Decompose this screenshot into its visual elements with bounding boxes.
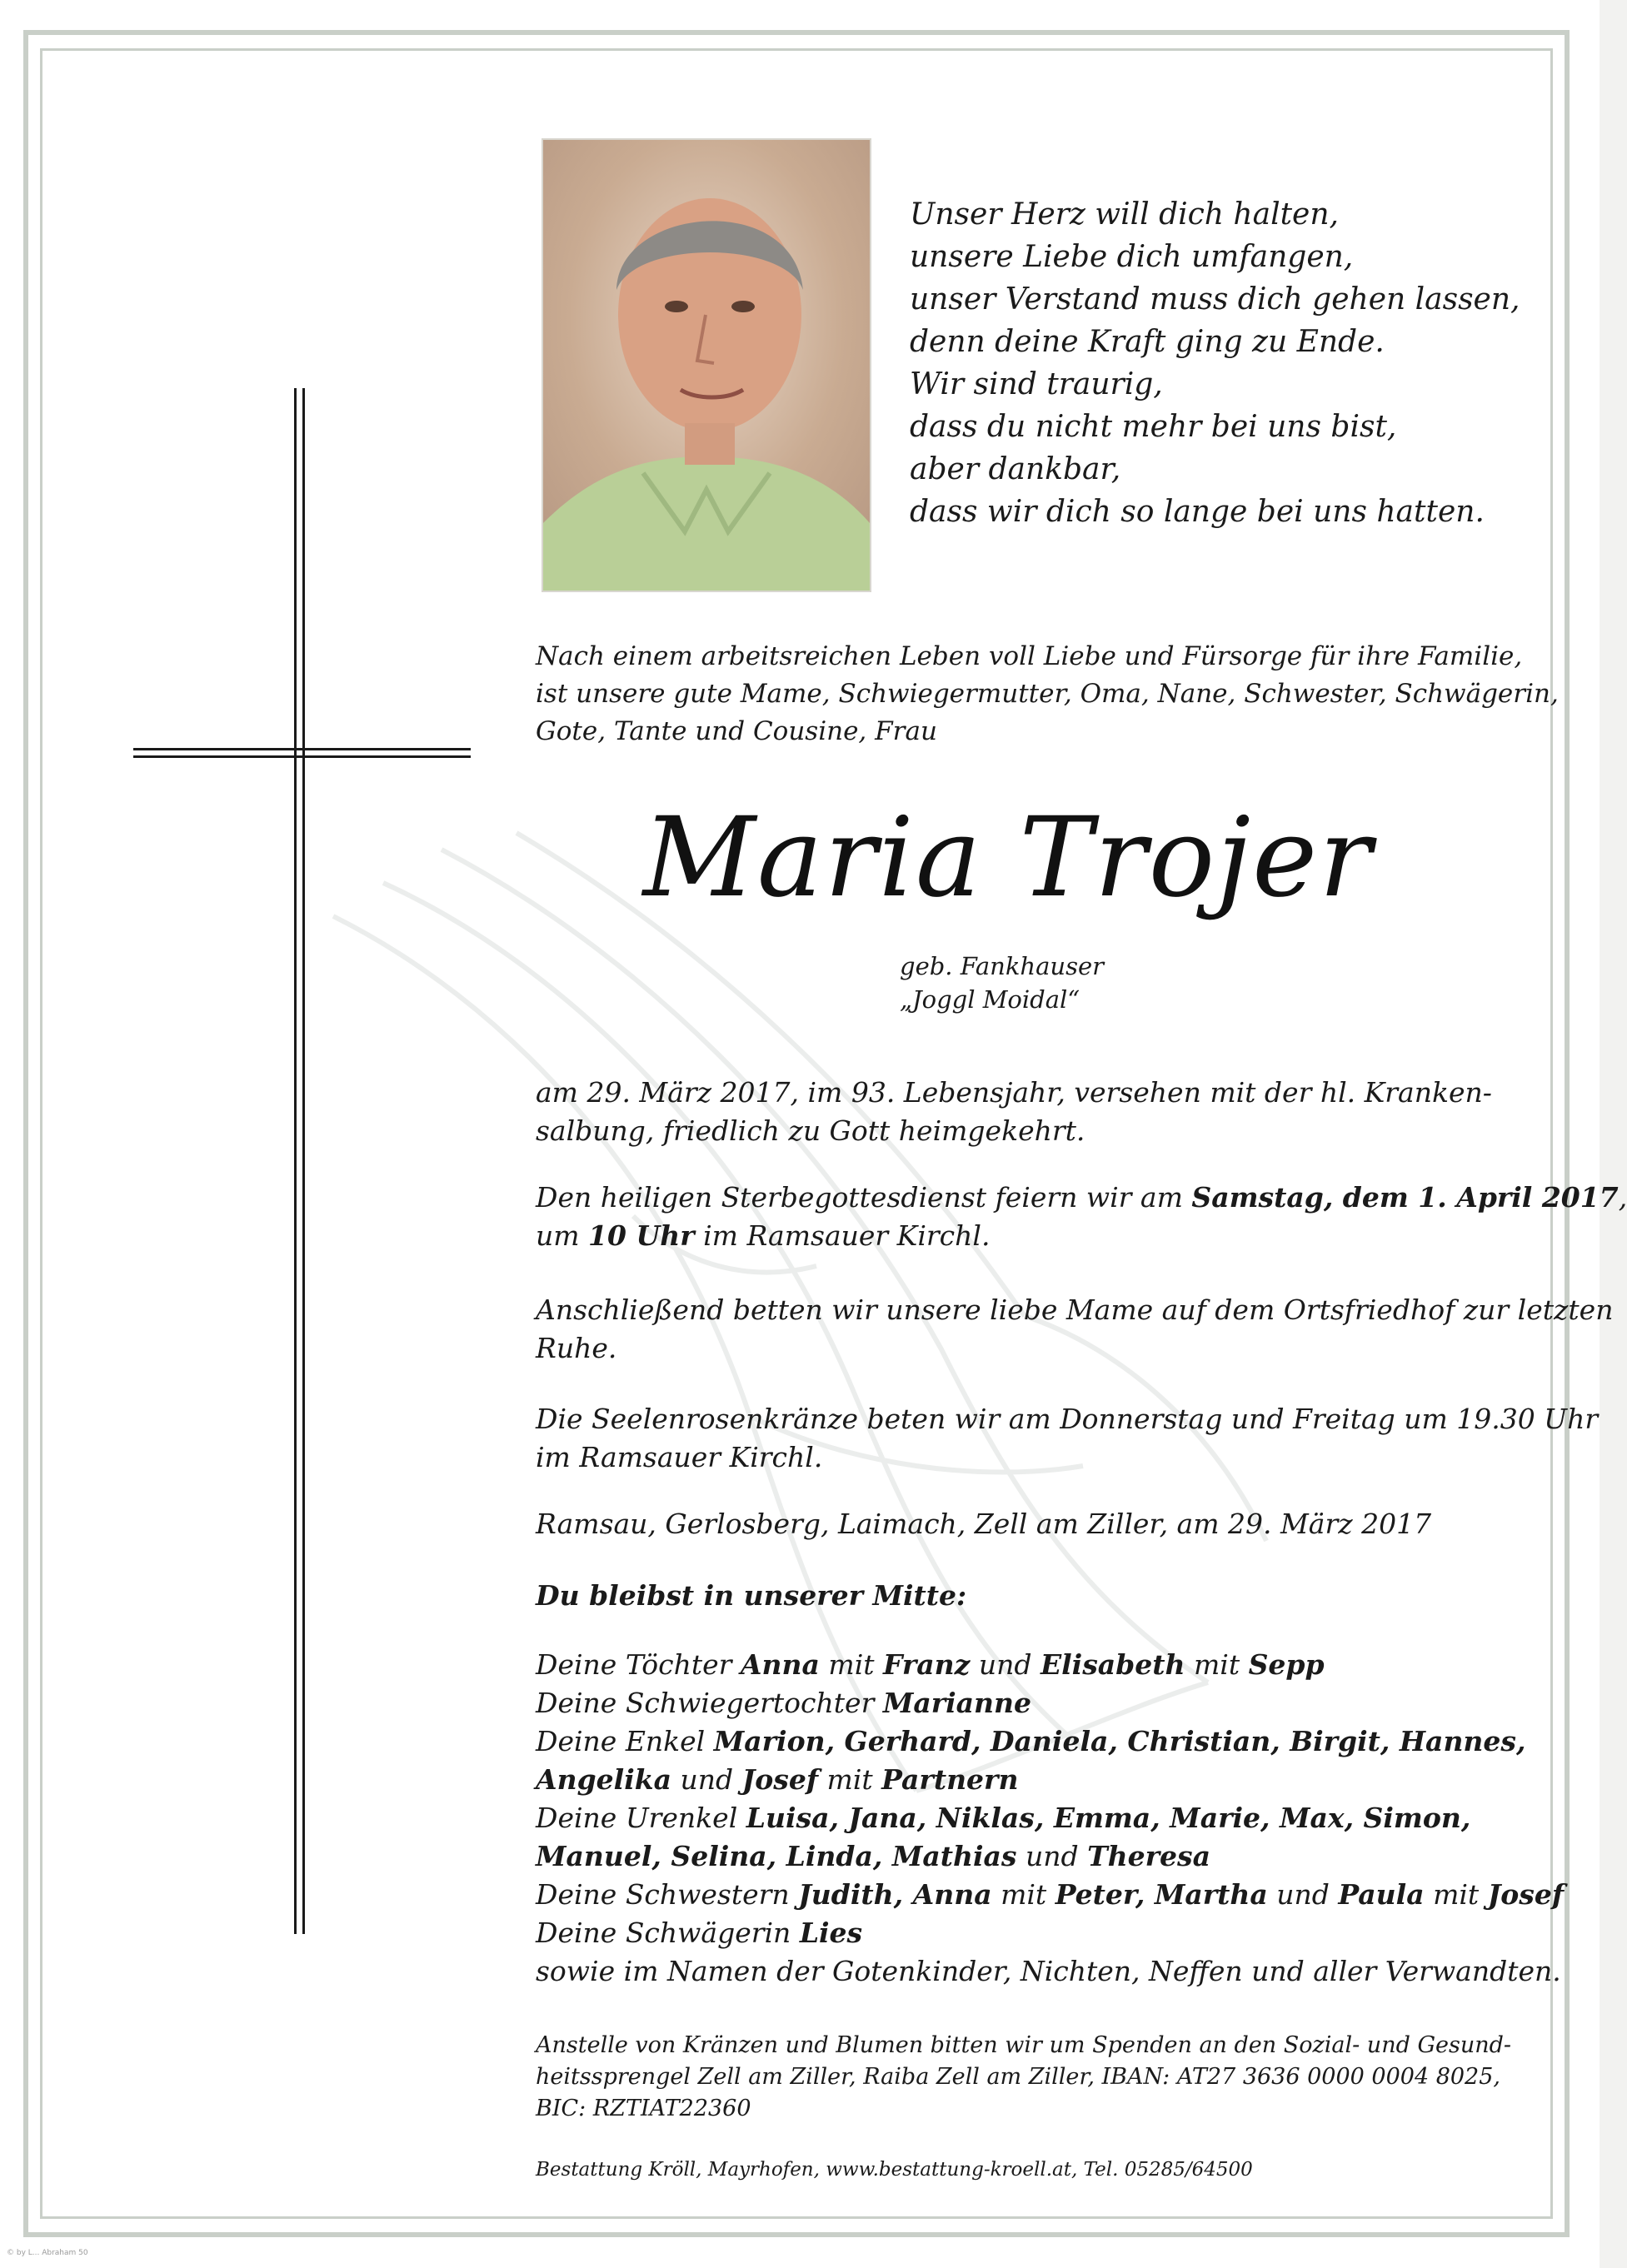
family-member: Sepp bbox=[1248, 1648, 1325, 1681]
poem-line: Wir sind traurig, bbox=[910, 367, 1163, 401]
family-label: Deine Schwiegertochter bbox=[536, 1687, 883, 1719]
cross-horizontal-line-top bbox=[133, 748, 471, 750]
family-label: und bbox=[671, 1763, 742, 1796]
mass-text: im Ramsauer Kirchl. bbox=[694, 1219, 991, 1252]
mass-text: , bbox=[1618, 1181, 1627, 1214]
family-member: Peter, Martha bbox=[1055, 1878, 1268, 1911]
birth-name-block bbox=[900, 950, 1150, 1016]
family-daughters bbox=[536, 1646, 1460, 1684]
family-label: mit bbox=[819, 1648, 883, 1681]
poem-line: unser Verstand muss dich gehen lassen, bbox=[910, 282, 1520, 317]
poem-line: dass du nicht mehr bei uns bist, bbox=[910, 410, 1397, 444]
family-member: Angelika bbox=[536, 1763, 671, 1796]
poem-line: unsere Liebe dich umfangen, bbox=[910, 240, 1354, 274]
poem-line: aber dankbar, bbox=[910, 452, 1121, 486]
family-heading: Du bleibst in unserer Mitte: bbox=[536, 1579, 967, 1612]
family-member: Elisabeth bbox=[1040, 1648, 1185, 1681]
family-grandchildren bbox=[536, 1722, 1526, 1761]
cross-vertical-line-right bbox=[302, 388, 305, 1934]
nickname: „Joggl Moidal“ bbox=[900, 985, 1081, 1014]
family-sisters bbox=[536, 1876, 1565, 1914]
family-label: und bbox=[1016, 1840, 1088, 1872]
mass-line-1 bbox=[536, 1179, 1627, 1217]
family-member: Luisa, Jana, Niklas, Emma, Marie, Max, Simon, bbox=[746, 1802, 1471, 1834]
corner-copyright: © by L... Abraham 50 bbox=[7, 2249, 88, 2257]
donation-line: BIC: RZTIAT22360 bbox=[536, 2096, 751, 2121]
family-member: Lies bbox=[799, 1917, 863, 1949]
family-great-grandchildren bbox=[536, 1799, 1471, 1837]
family-label: Deine Urenkel bbox=[536, 1802, 746, 1834]
family-label: Deine Schwägerin bbox=[536, 1917, 800, 1949]
mass-text: um bbox=[536, 1219, 589, 1252]
family-label: mit bbox=[818, 1763, 882, 1796]
cross-horizontal-line-bottom bbox=[133, 755, 471, 758]
family-label: Deine Enkel bbox=[536, 1725, 714, 1757]
death-line: am 29. März 2017, im 93. Lebensjahr, versehen mit der hl. Kranken- bbox=[536, 1076, 1492, 1109]
family-member: Anna bbox=[740, 1648, 820, 1681]
intro-paragraph bbox=[536, 638, 1559, 750]
rosary-line: Die Seelenrosenkränze beten wir am Donnerstag und Freitag um 19.30 Uhr bbox=[536, 1403, 1599, 1435]
family-grandchildren-cont bbox=[536, 1761, 1460, 1799]
mass-paragraph bbox=[536, 1179, 1627, 1255]
family-member: Marianne bbox=[882, 1687, 1032, 1719]
family-closing: sowie im Namen der Gotenkinder, Nichten, Neffen und aller Verwandten. bbox=[536, 1955, 1561, 1987]
family-label: und bbox=[1267, 1878, 1339, 1911]
donation-line: Anstelle von Kränzen und Blumen bitten wir um Spenden an den Sozial- und Gesund- bbox=[536, 2032, 1512, 2058]
mass-text: Den heiligen Sterbegottesdienst feiern wir am bbox=[536, 1181, 1192, 1214]
rosary-line: im Ramsauer Kirchl. bbox=[536, 1441, 823, 1473]
intro-line: ist unsere gute Mame, Schwiegermutter, Oma, Nane, Schwester, Schwägerin, bbox=[536, 679, 1559, 709]
death-line: salbung, friedlich zu Gott heimgekehrt. bbox=[536, 1114, 1085, 1147]
family-member: Manuel, Selina, Linda, Mathias bbox=[536, 1840, 1017, 1872]
family-member: Franz bbox=[883, 1648, 971, 1681]
memorial-poem bbox=[910, 193, 1520, 533]
family-daughter-in-law bbox=[536, 1684, 1460, 1722]
donation-line: heitssprengel Zell am Ziller, Raiba Zell am Ziller, IBAN: AT27 3636 0000 0004 8025, bbox=[536, 2064, 1500, 2090]
family-great-grandchildren-cont bbox=[536, 1837, 1460, 1876]
portrait-illustration bbox=[543, 140, 870, 591]
family-label: mit bbox=[1424, 1878, 1488, 1911]
burial-paragraph bbox=[536, 1291, 1614, 1368]
family-member: Paula bbox=[1338, 1878, 1425, 1911]
mass-line-2 bbox=[536, 1217, 1460, 1255]
family-label: mit bbox=[991, 1878, 1056, 1911]
rosary-paragraph bbox=[536, 1400, 1599, 1477]
family-list bbox=[536, 1646, 1565, 1991]
family-member: Judith, Anna bbox=[798, 1878, 992, 1911]
cross-vertical-line-left bbox=[294, 388, 297, 1934]
intro-line: Nach einem arbeitsreichen Leben voll Liebe und Fürsorge für ihre Familie, bbox=[536, 641, 1523, 671]
family-member: Marion, Gerhard, Daniela, Christian, Birgit, Hannes, bbox=[713, 1725, 1526, 1757]
family-label: mit bbox=[1185, 1648, 1249, 1681]
burial-line: Ruhe. bbox=[536, 1332, 617, 1364]
funeral-home-footer: Bestattung Kröll, Mayrhofen, www.bestattung-kroell.at, Tel. 05285/64500 bbox=[536, 2159, 1253, 2181]
poem-line: denn deine Kraft ging zu Ende. bbox=[910, 325, 1385, 359]
family-member: Josef bbox=[741, 1763, 819, 1796]
family-member: Josef bbox=[1487, 1878, 1565, 1911]
deceased-name: Maria Trojer bbox=[642, 794, 1374, 922]
portrait-photo bbox=[542, 138, 871, 592]
mass-time: 10 Uhr bbox=[588, 1219, 695, 1252]
family-label: und bbox=[970, 1648, 1041, 1681]
place-date: Ramsau, Gerlosberg, Laimach, Zell am Ziller, am 29. März 2017 bbox=[536, 1508, 1432, 1540]
family-sister-in-law bbox=[536, 1914, 1460, 1952]
poem-line: dass wir dich so lange bei uns hatten. bbox=[910, 495, 1485, 529]
poem-line: Unser Herz will dich halten, bbox=[910, 197, 1339, 232]
family-member: Partnern bbox=[881, 1763, 1019, 1796]
family-label: Deine Töchter bbox=[536, 1648, 741, 1681]
mass-date: Samstag, dem 1. April 2017 bbox=[1191, 1181, 1619, 1214]
intro-line: Gote, Tante und Cousine, Frau bbox=[536, 716, 937, 746]
donation-note bbox=[536, 2030, 1512, 2125]
birth-name: geb. Fankhauser bbox=[900, 952, 1104, 980]
family-label: Deine Schwestern bbox=[536, 1878, 799, 1911]
family-member: Theresa bbox=[1087, 1840, 1210, 1872]
death-paragraph bbox=[536, 1074, 1492, 1150]
burial-line: Anschließend betten wir unsere liebe Mame auf dem Ortsfriedhof zur letzten bbox=[536, 1294, 1614, 1326]
